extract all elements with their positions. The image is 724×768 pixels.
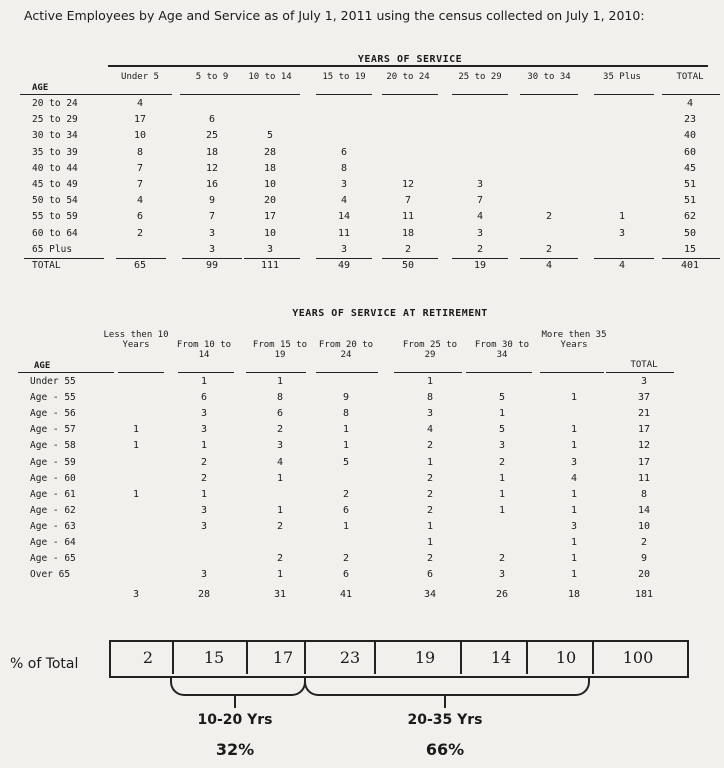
- column-header: From 15 to 19: [252, 340, 308, 360]
- table-cell: 3: [200, 569, 208, 581]
- table-cell: 60: [683, 146, 697, 158]
- table-cell: 10: [637, 520, 651, 532]
- table-cell: 3: [200, 504, 208, 516]
- table-cell: 2: [200, 456, 208, 468]
- table-cell: 1: [426, 537, 434, 548]
- percent-value: 17: [272, 648, 294, 667]
- group-percent-20-35: 66%: [425, 740, 465, 759]
- column-header: 35 Plus: [603, 72, 641, 82]
- table-cell: 18: [401, 227, 415, 239]
- table-cell: 1: [276, 504, 284, 516]
- table-cell: 3: [276, 440, 284, 452]
- table-cell: 5: [266, 130, 274, 142]
- table-cell: 6: [276, 408, 284, 420]
- table-cell: 4: [570, 472, 578, 484]
- table-cell: 2: [476, 243, 484, 255]
- table-cell: 8: [640, 488, 648, 500]
- row-age-label: Age - 57: [30, 424, 76, 436]
- column-underline: [108, 94, 172, 95]
- column-header: 30 to 34: [527, 72, 571, 82]
- age-header: AGE: [32, 83, 49, 93]
- table-cell: 5: [342, 456, 350, 468]
- total-separator-line: [316, 258, 372, 259]
- table-cell: 2: [498, 553, 506, 565]
- table-cell: 1: [132, 424, 140, 436]
- table-cell: 51: [683, 179, 697, 190]
- total-separator-line: [594, 258, 654, 259]
- table-cell: 50: [401, 260, 415, 271]
- percent-of-total-label: % of Total: [10, 656, 79, 672]
- column-header: 15 to 19: [322, 72, 366, 82]
- table-cell: 16: [205, 179, 219, 190]
- table-cell: 4: [476, 211, 484, 223]
- column-underline: [606, 372, 674, 373]
- table-cell: 6: [342, 504, 350, 516]
- column-underline: [246, 372, 306, 373]
- group-brace-10-20: [170, 676, 306, 696]
- table-cell: 25: [205, 130, 219, 142]
- table-cell: 3: [476, 227, 484, 239]
- column-header: TOTAL: [676, 72, 704, 82]
- table-cell: 4: [136, 195, 144, 207]
- table-cell: 7: [136, 179, 144, 190]
- table-cell: 18: [567, 589, 581, 601]
- column-underline: [180, 94, 246, 95]
- table-cell: 99: [205, 260, 219, 271]
- percent-value: 100: [622, 648, 654, 667]
- table-cell: 17: [637, 456, 651, 468]
- table-cell: 1: [570, 392, 578, 404]
- table-cell: 8: [342, 408, 350, 420]
- percent-value: 19: [414, 648, 436, 667]
- table-cell: 21: [637, 408, 651, 420]
- table-cell: 1: [276, 569, 284, 581]
- table-cell: 3: [476, 179, 484, 190]
- table-cell: 1: [570, 488, 578, 500]
- table-cell: 3: [208, 243, 216, 255]
- table-cell: 3: [200, 520, 208, 532]
- table-cell: 49: [337, 260, 351, 271]
- table-cell: 20: [263, 195, 277, 207]
- table-cell: 50: [683, 227, 697, 239]
- table-cell: 17: [133, 114, 147, 126]
- table-cell: 6: [340, 146, 348, 158]
- group-percent-10-20: 32%: [215, 740, 255, 759]
- table-cell: 1: [342, 520, 350, 532]
- table-cell: 9: [208, 195, 216, 207]
- table-cell: 4: [276, 456, 284, 468]
- report-title: Active Employees by Age and Service as of July 1, 2011 using the census collected on July 1, 2010:: [24, 8, 645, 23]
- total-separator-line: [452, 258, 508, 259]
- table-cell: 28: [197, 589, 211, 601]
- table-cell: 1: [342, 440, 350, 452]
- table-cell: 2: [342, 553, 350, 565]
- section-title: YEARS OF SERVICE AT RETIREMENT: [292, 308, 488, 319]
- table-cell: 37: [637, 392, 651, 404]
- column-header: Under 5: [121, 72, 159, 82]
- column-underline: [540, 372, 604, 373]
- column-underline: [20, 94, 120, 95]
- row-age-label: Under 55: [30, 376, 76, 387]
- row-age-label: Age - 55: [30, 392, 76, 404]
- brace-tip-10-20: [234, 694, 236, 708]
- total-separator-line: [520, 258, 578, 259]
- table-cell: 2: [136, 227, 144, 239]
- table-cell: 40: [683, 130, 697, 142]
- table-cell: 1: [570, 504, 578, 516]
- total-separator-line: [662, 258, 720, 259]
- row-age-label: 40 to 44: [32, 162, 78, 174]
- table-cell: 18: [263, 162, 277, 174]
- table-cell: 18: [205, 146, 219, 158]
- table-cell: 11: [637, 472, 651, 484]
- table-cell: 3: [426, 408, 434, 420]
- table-cell: 1: [426, 376, 434, 387]
- table-cell: 2: [640, 537, 648, 548]
- column-header: Less then 10 Years: [103, 330, 169, 350]
- table-cell: 4: [618, 260, 626, 271]
- table-cell: 1: [200, 376, 208, 387]
- table-cell: 2: [276, 520, 284, 532]
- row-age-label: Age - 62: [30, 504, 76, 516]
- row-age-label: Age - 61: [30, 488, 76, 500]
- table-cell: 9: [342, 392, 350, 404]
- table-cell: 23: [683, 114, 697, 126]
- table-cell: 1: [498, 408, 506, 420]
- total-separator-line: [24, 258, 104, 259]
- column-underline: [118, 372, 164, 373]
- table-cell: 1: [570, 569, 578, 581]
- table-cell: 1: [276, 376, 284, 387]
- row-age-label: Age - 58: [30, 440, 76, 452]
- column-underline: [18, 372, 114, 373]
- table-cell: 15: [683, 243, 697, 255]
- column-header: 5 to 9: [195, 72, 229, 82]
- table-cell: 10: [263, 179, 277, 190]
- total-separator-line: [116, 258, 166, 259]
- table-cell: 1: [498, 472, 506, 484]
- table-cell: 5: [498, 392, 506, 404]
- table-cell: 2: [276, 424, 284, 436]
- percent-value: 2: [142, 648, 154, 667]
- table-cell: 3: [340, 243, 348, 255]
- column-underline: [520, 94, 578, 95]
- table-cell: 10: [133, 130, 147, 142]
- table-cell: 6: [200, 392, 208, 404]
- table-cell: 2: [498, 456, 506, 468]
- age-header: AGE: [34, 361, 51, 371]
- total-separator-line: [182, 258, 242, 259]
- row-age-label: 50 to 54: [32, 195, 78, 207]
- table-cell: 181: [634, 589, 654, 601]
- table-cell: 6: [426, 569, 434, 581]
- table-cell: 2: [426, 472, 434, 484]
- table-cell: 1: [570, 537, 578, 548]
- column-underline: [316, 372, 378, 373]
- row-age-label: 35 to 39: [32, 146, 78, 158]
- table-cell: 19: [473, 260, 487, 271]
- table-cell: 31: [273, 589, 287, 601]
- table-cell: 4: [686, 98, 694, 109]
- column-underline: [466, 372, 532, 373]
- column-underline: [394, 372, 462, 373]
- column-header: 10 to 14: [248, 72, 292, 82]
- percent-value: 23: [339, 648, 361, 667]
- column-header: From 20 to 24: [318, 340, 374, 360]
- table-cell: 12: [637, 440, 651, 452]
- table-cell: 14: [337, 211, 351, 223]
- table-cell: 1: [570, 553, 578, 565]
- percent-divider: [460, 642, 462, 674]
- row-age-label: 20 to 24: [32, 98, 78, 109]
- column-header: TOTAL: [630, 360, 658, 370]
- table-cell: 2: [342, 488, 350, 500]
- table-cell: 3: [498, 440, 506, 452]
- table-cell: 65: [133, 260, 147, 271]
- table-cell: 1: [570, 424, 578, 436]
- group-brace-20-35: [304, 676, 590, 696]
- table-cell: 1: [342, 424, 350, 436]
- section-title: YEARS OF SERVICE: [357, 54, 463, 65]
- table-cell: 3: [498, 569, 506, 581]
- percent-divider: [246, 642, 248, 674]
- column-underline: [244, 94, 300, 95]
- table-cell: 8: [276, 392, 284, 404]
- table-cell: 401: [680, 260, 700, 271]
- column-underline: [452, 94, 508, 95]
- table-cell: 2: [545, 243, 553, 255]
- row-age-label: Age - 60: [30, 472, 76, 484]
- table-cell: 8: [340, 162, 348, 174]
- percent-value: 10: [555, 648, 577, 667]
- column-header: 25 to 29: [458, 72, 502, 82]
- table-cell: 1: [132, 488, 140, 500]
- column-header: From 25 to 29: [402, 340, 458, 360]
- brace-tip-20-35: [444, 694, 446, 708]
- column-underline: [382, 94, 438, 95]
- column-header: From 10 to 14: [176, 340, 232, 360]
- row-age-label: Age - 56: [30, 408, 76, 420]
- table-cell: 3: [200, 424, 208, 436]
- table-cell: 7: [476, 195, 484, 207]
- table-cell: 3: [570, 456, 578, 468]
- table-cell: 14: [637, 504, 651, 516]
- table-cell: 51: [683, 195, 697, 207]
- group-label-20-35: 20-35 Yrs: [407, 712, 483, 728]
- table-cell: 11: [337, 227, 351, 239]
- table-cell: 1: [132, 440, 140, 452]
- row-age-label: Age - 65: [30, 553, 76, 565]
- total-separator-line: [244, 258, 300, 259]
- column-header: 20 to 24: [386, 72, 430, 82]
- table-cell: 8: [136, 146, 144, 158]
- table-cell: 1: [426, 520, 434, 532]
- table-cell: 7: [208, 211, 216, 223]
- table-cell: 2: [426, 488, 434, 500]
- table-cell: 111: [260, 260, 280, 271]
- table-cell: 2: [404, 243, 412, 255]
- table-cell: 1: [570, 440, 578, 452]
- table-cell: 2: [426, 440, 434, 452]
- table-cell: 41: [339, 589, 353, 601]
- table-cell: 5: [498, 424, 506, 436]
- table-cell: 2: [200, 472, 208, 484]
- column-underline: [178, 372, 234, 373]
- column-header: From 30 to 34: [474, 340, 530, 360]
- table-cell: 6: [342, 569, 350, 581]
- row-age-label: 55 to 59: [32, 211, 78, 223]
- table-cell: 9: [640, 553, 648, 565]
- table-cell: 26: [495, 589, 509, 601]
- table-cell: 4: [545, 260, 553, 271]
- percent-value: 14: [490, 648, 512, 667]
- table-cell: 10: [263, 227, 277, 239]
- table-cell: 4: [426, 424, 434, 436]
- table-cell: 2: [276, 553, 284, 565]
- table-cell: 6: [208, 114, 216, 126]
- table-cell: 12: [401, 179, 415, 190]
- table-cell: 34: [423, 589, 437, 601]
- header-line-top: [108, 65, 708, 67]
- table-cell: 4: [136, 98, 144, 109]
- table-cell: 3: [200, 408, 208, 420]
- table-cell: 12: [205, 162, 219, 174]
- table-cell: 7: [404, 195, 412, 207]
- row-age-label: TOTAL: [32, 260, 61, 271]
- group-label-10-20: 10-20 Yrs: [197, 712, 273, 728]
- table-cell: 7: [136, 162, 144, 174]
- column-underline: [594, 94, 654, 95]
- table-cell: 1: [200, 488, 208, 500]
- table-cell: 3: [340, 179, 348, 190]
- table-cell: 1: [498, 504, 506, 516]
- table-cell: 3: [266, 243, 274, 255]
- table-cell: 17: [263, 211, 277, 223]
- column-underline: [662, 94, 720, 95]
- row-age-label: 65 Plus: [32, 243, 73, 255]
- table-cell: 1: [618, 211, 626, 223]
- table-cell: 8: [426, 392, 434, 404]
- table-cell: 2: [545, 211, 553, 223]
- row-age-label: 60 to 64: [32, 227, 78, 239]
- table-cell: 1: [498, 488, 506, 500]
- table-cell: 17: [637, 424, 651, 436]
- table-cell: 2: [426, 504, 434, 516]
- table-cell: 11: [401, 211, 415, 223]
- total-separator-line: [382, 258, 438, 259]
- row-age-label: 25 to 29: [32, 114, 78, 126]
- table-cell: 3: [570, 520, 578, 532]
- table-cell: 6: [136, 211, 144, 223]
- row-age-label: 45 to 49: [32, 179, 78, 190]
- table-cell: 45: [683, 162, 697, 174]
- table-cell: 1: [276, 472, 284, 484]
- column-underline: [316, 94, 372, 95]
- percent-value: 15: [203, 648, 225, 667]
- table-cell: 1: [200, 440, 208, 452]
- row-age-label: Age - 59: [30, 456, 76, 468]
- table-cell: 4: [340, 195, 348, 207]
- table-cell: 3: [640, 376, 648, 387]
- table-cell: 3: [618, 227, 626, 239]
- row-age-label: 30 to 34: [32, 130, 78, 142]
- table-cell: 62: [683, 211, 697, 223]
- table-cell: 3: [208, 227, 216, 239]
- table-cell: 20: [637, 569, 651, 581]
- table-cell: 2: [426, 553, 434, 565]
- row-age-label: Age - 64: [30, 537, 76, 548]
- table-cell: 1: [426, 456, 434, 468]
- column-header: More then 35 Years: [541, 330, 607, 350]
- table-cell: 3: [132, 589, 140, 601]
- table-cell: 28: [263, 146, 277, 158]
- row-age-label: Age - 63: [30, 520, 76, 532]
- row-age-label: Over 65: [30, 569, 71, 581]
